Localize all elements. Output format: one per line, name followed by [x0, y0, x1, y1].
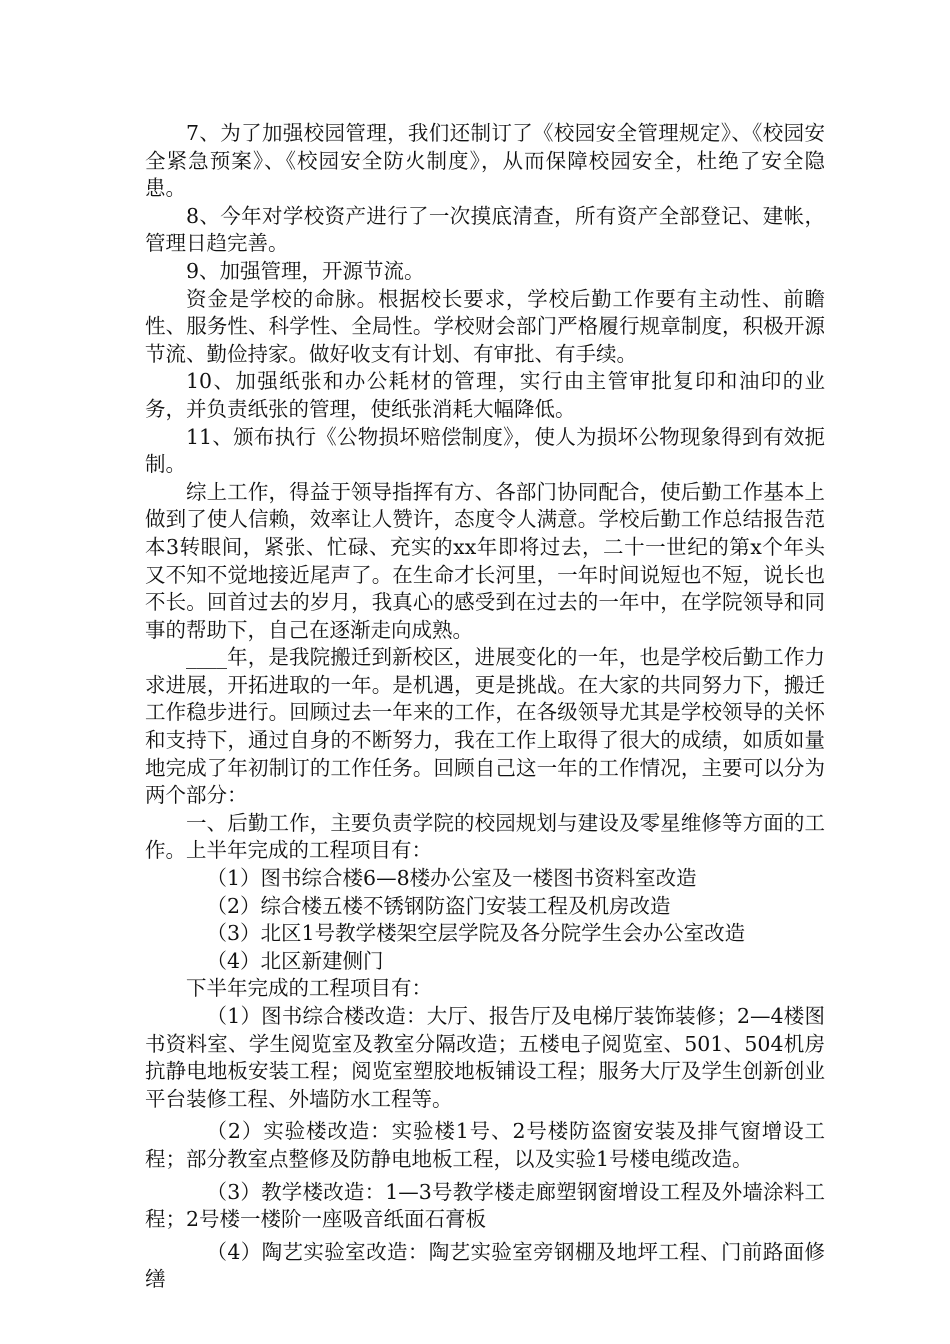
- paragraph-logistics-heading: 一、后勤工作，主要负责学院的校园规划与建设及零星维修等方面的工作。上半年完成的工程项目有：: [145, 810, 825, 863]
- paragraph-item-11: 11、颁布执行《公物损坏赔偿制度》，使人为损坏公物现象得到有效扼制。: [145, 424, 825, 477]
- paragraph-item-7: 7、为了加强校园管理，我们还制订了《校园安全管理规定》、《校园安全紧急预案》、《校园安全防火制度》，从而保障校园安全，杜绝了安全隐患。: [145, 121, 825, 201]
- paragraph-item-10: 10、加强纸张和办公耗材的管理，实行由主管审批复印和油印的业务，并负责纸张的管理，使纸张消耗大幅降低。: [145, 369, 825, 421]
- list-item-first-half-1: （1）图书综合楼6—8楼办公室及一楼图书资料室改造: [206, 866, 697, 891]
- paragraph-summary: 综上工作，得益于领导指挥有方、各部门协同配合，使后勤工作基本上做到了使人信赖，效率让人赞许，态度令人满意。学校后勤工作总结报告范本3转眼间，紧张、忙碌、充实的xx年即将过去，二十一世纪的第x个年头又不知不觉地接近尾声了。在生命才长河里，一年时间说短也不短，说长也不长。回首过去的岁月，我真心的感受到在过去的一年中，在学院领导和同事的帮助下，自己在逐渐走向成熟。: [145, 479, 825, 642]
- list-item-first-half-3: （3）北区1号教学楼架空层学院及各分院学生会办公室改造: [206, 921, 746, 946]
- list-item-second-half-3: （3）教学楼改造：1—3号教学楼走廊塑钢窗增设工程及外墙涂料工程；2号楼一楼阶一座吸音纸面石膏板: [145, 1179, 825, 1232]
- paragraph-item-9: 9、加强管理，开源节流。: [186, 258, 425, 283]
- list-item-first-half-2: （2）综合楼五楼不锈钢防盗门安装工程及机房改造: [206, 893, 671, 918]
- document-page: [145, 120, 825, 1294]
- paragraph-funds: 资金是学校的命脉。根据校长要求，学校后勤工作要有主动性、前瞻性、服务性、科学性、全局性。学校财会部门严格履行规章制度，积极开源节流、勤俭持家。做好收支有计划、有审批、有手续。: [145, 286, 825, 366]
- list-item-first-half-4: （4）北区新建侧门: [206, 948, 384, 973]
- list-item-second-half-4: （4）陶艺实验室改造：陶艺实验室旁钢棚及地坪工程、门前路面修缮: [145, 1239, 825, 1292]
- list-item-second-half-2: （2）实验楼改造：实验楼1号、2号楼防盗窗安装及排气窗增设工程；部分教室点整修及防静电地板工程，以及实验1号楼电缆改造。: [145, 1119, 825, 1171]
- paragraph-year-review: ____年，是我院搬迁到新校区，进展变化的一年，也是学校后勤工作力求进展，开拓进取的一年。是机遇，更是挑战。在大家的共同努力下，搬迁工作稳步进行。回顾过去一年来的工作，在各级领导尤其是学校领导的关怀和支持下，通过自身的不断努力，我在工作上取得了很大的成绩，如质如量地完成了年初制订的工作任务。回顾自己这一年的工作情况，主要可以分为两个部分：: [145, 645, 825, 808]
- paragraph-second-half-heading: 下半年完成的工程项目有：: [186, 976, 432, 1001]
- paragraph-item-8: 8、今年对学校资产进行了一次摸底清查，所有资产全部登记、建帐，管理日趋完善。: [145, 203, 825, 256]
- list-item-second-half-1: （1）图书综合楼改造：大厅、报告厅及电梯厅装饰装修；2—4楼图书资料室、学生阅览室及教室分隔改造；五楼电子阅览室、501、504机房抗静电地板安装工程；阅览室塑胶地板铺设工程；服务大厅及学生创新创业平台装修工程、外墙防水工程等。: [145, 1004, 825, 1111]
